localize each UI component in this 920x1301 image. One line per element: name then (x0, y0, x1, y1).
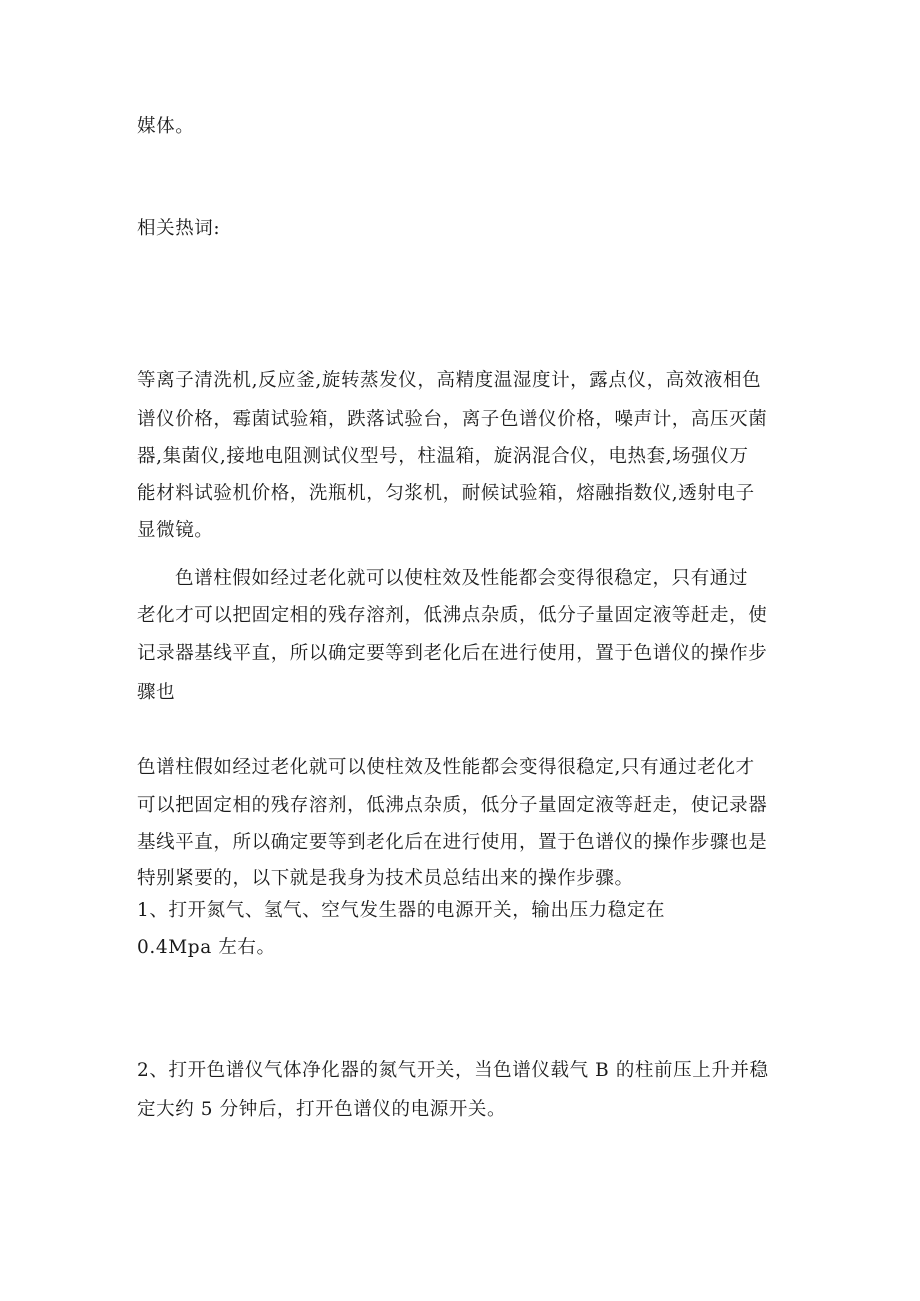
text-line: 等离子清洗机,反应釜,旋转蒸发仪，高精度温湿度计，露点仪，高效液相色 (137, 370, 762, 391)
text-fragment-top: 媒体。 (137, 116, 195, 137)
text-line: 骤也 (137, 682, 176, 703)
text-line: 2、打开色谱仪气体净化器的氮气开关，当色谱仪载气 B 的柱前压上升并稳 (137, 1060, 769, 1081)
text-line: 老化才可以把固定相的残存溶剂，低沸点杂质，低分子量固定液等赶走，使 (137, 605, 768, 626)
text-line: 谱仪价格，霉菌试验箱，跌落试验台，离子色谱仪价格，噪声计，高压灭菌 (137, 409, 768, 430)
text-line: 基线平直，所以确定要等到老化后在进行使用，置于色谱仪的操作步骤也是 (137, 832, 768, 853)
text-line: 1、打开氮气、氢气、空气发生器的电源开关，输出压力稳定在 (137, 900, 666, 921)
text-line: 色谱柱假如经过老化就可以使柱效及性能都会变得很稳定，只有通过 (175, 568, 749, 589)
text-line: 色谱柱假如经过老化就可以使柱效及性能都会变得很稳定,只有通过老化才 (137, 757, 755, 778)
text-line: 能材料试验机价格，洗瓶机，匀浆机，耐候试验箱，熔融指数仪,透射电子 (137, 483, 755, 504)
text-line: 特别紧要的，以下就是我身为技术员总结出来的操作步骤。 (137, 868, 634, 889)
text-line: 可以把固定相的残存溶剂，低沸点杂质，低分子量固定液等赶走，使记录器 (137, 795, 768, 816)
text-line: 显微镜。 (137, 520, 214, 541)
text-line: 器,集菌仪,接地电阻测试仪型号，柱温箱，旋涡混合仪，电热套,场强仪万 (137, 446, 749, 467)
text-line: 0.4Mpa 左右。 (137, 937, 276, 958)
text-line: 定大约 5 分钟后，打开色谱仪的电源开关。 (137, 1099, 507, 1120)
text-line: 记录器基线平直，所以确定要等到老化后在进行使用，置于色谱仪的操作步 (137, 643, 768, 664)
related-words-label: 相关热词: (137, 218, 221, 239)
